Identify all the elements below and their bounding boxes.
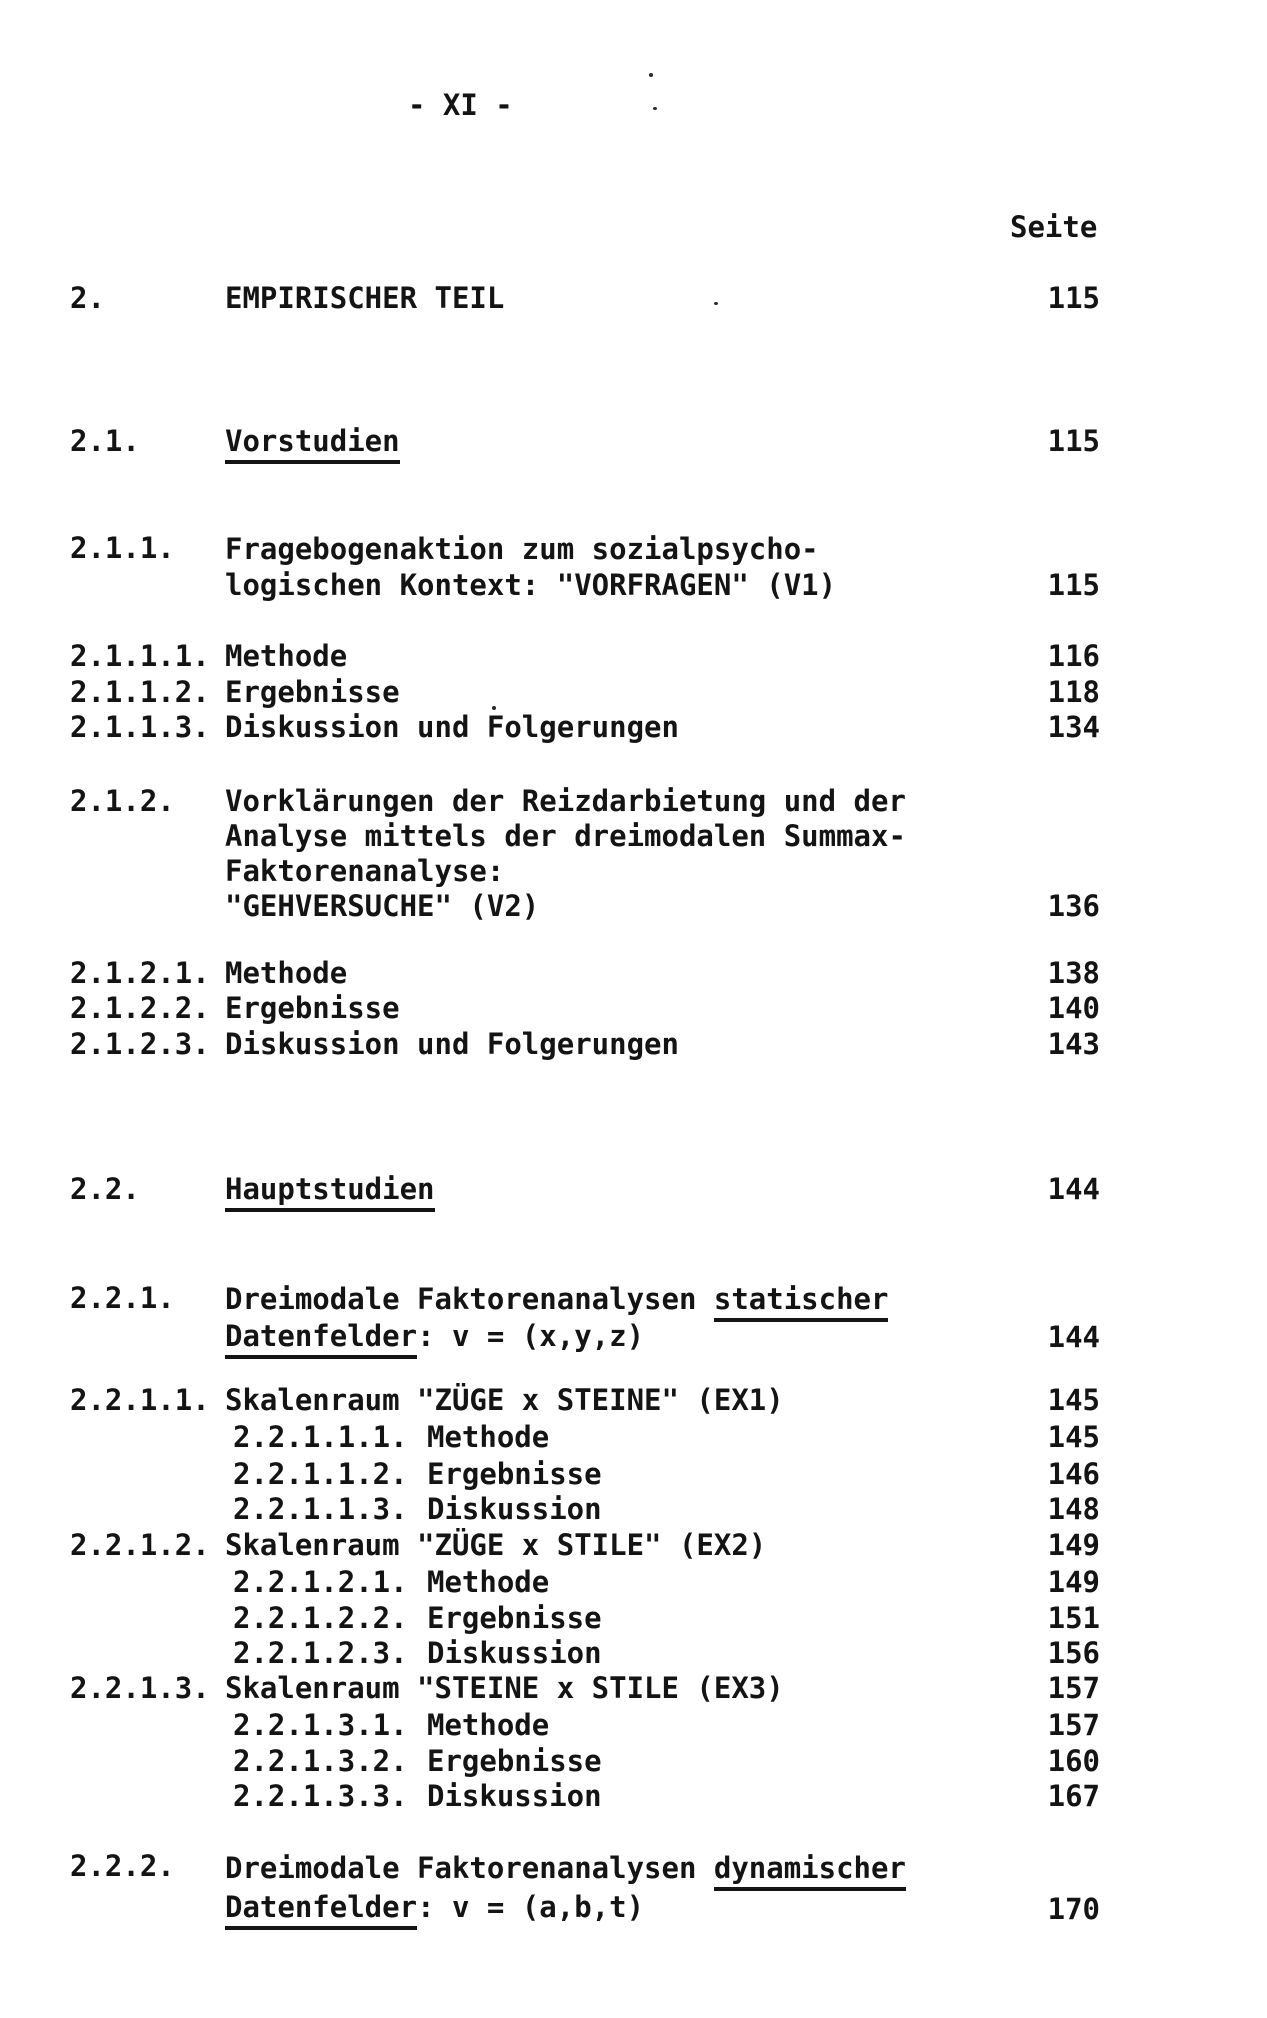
section-title: Methode xyxy=(427,1420,550,1454)
toc-entry-2-1-2-3 xyxy=(70,1027,1100,1062)
toc-entry-2-1-1-1 xyxy=(70,639,1100,674)
page-number: 134 xyxy=(1047,710,1100,744)
section-number: 2.2.1.2. xyxy=(70,1528,210,1562)
scan-speck xyxy=(649,73,653,77)
section-number: 2.1.1.1. xyxy=(70,639,210,673)
section-title: Methode xyxy=(225,956,348,990)
page-number: 156 xyxy=(1047,1636,1100,1670)
section-title: Diskussion xyxy=(427,1492,602,1526)
page-number: 145 xyxy=(1047,1383,1100,1417)
page-number: 157 xyxy=(1047,1708,1100,1742)
toc-entry-2-2-1-1-3 xyxy=(233,1492,1100,1527)
section-number: 2.2.1. xyxy=(70,1281,175,1315)
section-title: Skalenraum "ZÜGE x STEINE" (EX1) xyxy=(225,1383,784,1417)
section-number: 2.2.1.2.3. xyxy=(233,1636,408,1670)
toc-entry-2-2-1-2-2 xyxy=(233,1601,1100,1636)
toc-entry-2-2-1-3-1 xyxy=(233,1708,1100,1743)
section-number: 2.2.2. xyxy=(70,1849,175,1883)
section-title: Methode xyxy=(427,1565,550,1599)
section-number: 2.2.1.1. xyxy=(70,1383,210,1417)
toc-entry-2-2-1-1-1 xyxy=(233,1420,1100,1455)
page-number: 170 xyxy=(1047,1892,1100,1926)
section-number: 2.2.1.1.2. xyxy=(233,1457,408,1491)
section-number: 2.1.1. xyxy=(70,531,175,565)
section-number: 2.2.1.2.1. xyxy=(233,1565,408,1599)
section-number: 2.2.1.1.1. xyxy=(233,1420,408,1454)
page-number: 115 xyxy=(1047,568,1100,602)
section-title: Diskussion xyxy=(427,1779,602,1813)
section-title: Vorstudien xyxy=(225,424,1030,459)
section-number: 2. xyxy=(70,281,105,315)
section-number: 2.1.2. xyxy=(70,784,175,818)
section-title: Ergebnisse xyxy=(225,991,400,1025)
section-number: 2.1. xyxy=(70,424,140,458)
section-title: Diskussion und Folgerungen xyxy=(225,710,679,744)
toc-entry-2-1-1-2 xyxy=(70,675,1100,710)
section-title: Ergebnisse xyxy=(225,675,400,709)
page-number: 149 xyxy=(1047,1528,1100,1562)
section-number: 2.1.2.1. xyxy=(70,956,210,990)
toc-entry-2-2-1-2 xyxy=(70,1528,1100,1563)
page-number: 115 xyxy=(1047,281,1100,315)
toc-entry-2-2 xyxy=(70,1172,1100,1207)
toc-entry-2-1-2-1 xyxy=(70,956,1100,991)
section-number: 2.2.1.2.2. xyxy=(233,1601,408,1635)
page-number: 151 xyxy=(1047,1601,1100,1635)
section-title: Hauptstudien xyxy=(225,1172,1030,1207)
toc-entry-2-2-1-3 xyxy=(70,1671,1100,1706)
section-title: Dreimodale Faktorenanalysen dynamischer Datenfelder: v = (a,b,t) xyxy=(225,1849,1030,1927)
scan-speck xyxy=(653,107,657,110)
toc-entry-2-2-1-3-3 xyxy=(233,1779,1100,1814)
page-number: 167 xyxy=(1047,1779,1100,1813)
toc-entry-2-2-1 xyxy=(70,1281,1100,1355)
section-number: 2.1.1.2. xyxy=(70,675,210,709)
toc-entry-2-1 xyxy=(70,424,1100,459)
toc-entry-2-1-2 xyxy=(70,784,1100,924)
page-number: 136 xyxy=(1047,889,1100,923)
section-title: Vorklärungen der Reizdarbietung und der Analyse mittels der dreimodalen Summax- Faktorenanalyse: "GEHVERSUCHE" (V2) xyxy=(225,784,906,923)
page-number: 118 xyxy=(1047,675,1100,709)
section-title: Fragebogenaktion zum sozialpsycho- logischen Kontext: "VORFRAGEN" (V1) xyxy=(225,532,837,602)
section-number: 2.1.1.3. xyxy=(70,710,210,744)
page-number: 157 xyxy=(1047,1671,1100,1705)
toc-entry-2-2-1-3-2 xyxy=(233,1744,1100,1779)
page-number: 149 xyxy=(1047,1565,1100,1599)
section-title: Skalenraum "STEINE x STILE (EX3) xyxy=(225,1671,784,1705)
section-title: Skalenraum "ZÜGE x STILE" (EX2) xyxy=(225,1528,767,1562)
page-number: 145 xyxy=(1047,1420,1100,1454)
section-number: 2.2.1.3.1. xyxy=(233,1708,408,1742)
section-title: Dreimodale Faktorenanalysen statischer Datenfelder: v = (x,y,z) xyxy=(225,1281,1030,1355)
section-number: 2.2.1.1.3. xyxy=(233,1492,408,1526)
page-roman-numeral: - XI - xyxy=(408,88,513,122)
page-number: 116 xyxy=(1047,639,1100,673)
toc-entry-2-1-1-3 xyxy=(70,710,1100,745)
page-number: 146 xyxy=(1047,1457,1100,1491)
page-number: 148 xyxy=(1047,1492,1100,1526)
section-title: Methode xyxy=(225,639,348,673)
page-number: 143 xyxy=(1047,1027,1100,1061)
section-title: Diskussion und Folgerungen xyxy=(225,1027,679,1061)
section-title: Ergebnisse xyxy=(427,1457,602,1491)
page-number: 115 xyxy=(1047,424,1100,458)
section-number: 2.2.1.3.2. xyxy=(233,1744,408,1778)
page-column-header: Seite xyxy=(1010,210,1098,244)
section-number: 2.2.1.3. xyxy=(70,1671,210,1705)
section-number: 2.1.2.2. xyxy=(70,991,210,1025)
toc-entry-2 xyxy=(70,281,1100,316)
page-number: 144 xyxy=(1047,1172,1100,1206)
section-title: Methode xyxy=(427,1708,550,1742)
page-number: 160 xyxy=(1047,1744,1100,1778)
section-number: 2.2. xyxy=(70,1172,140,1206)
toc-entry-2-1-1 xyxy=(70,531,1100,603)
toc-entry-2-2-1-1-2 xyxy=(233,1457,1100,1492)
page-number: 144 xyxy=(1047,1320,1100,1354)
toc-entry-2-2-2 xyxy=(70,1849,1100,1927)
section-number: 2.1.2.3. xyxy=(70,1027,210,1061)
toc-entry-2-2-1-2-3 xyxy=(233,1636,1100,1671)
section-title: Diskussion xyxy=(427,1636,602,1670)
section-title: Ergebnisse xyxy=(427,1601,602,1635)
section-title: EMPIRISCHER TEIL xyxy=(225,281,505,315)
page-number: 138 xyxy=(1047,956,1100,990)
section-title: Ergebnisse xyxy=(427,1744,602,1778)
toc-entry-2-2-1-1 xyxy=(70,1383,1100,1418)
page-number: 140 xyxy=(1047,991,1100,1025)
section-number: 2.2.1.3.3. xyxy=(233,1779,408,1813)
toc-entry-2-2-1-2-1 xyxy=(233,1565,1100,1600)
toc-entry-2-1-2-2 xyxy=(70,991,1100,1026)
